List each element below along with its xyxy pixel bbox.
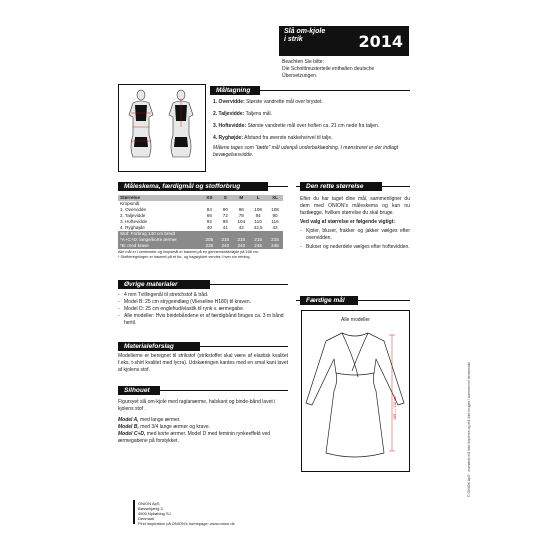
maaleskema-header: Måleskema, færdigmål og stofforbrug [118, 182, 268, 191]
size-cell: 78 [238, 213, 244, 218]
size-cell: 1. Overvidde [120, 207, 147, 212]
maaltagning-item-text: Taljens mål. [245, 111, 273, 117]
maaltagning-item-num: 1. Overvidde: [213, 99, 245, 105]
size-cell: 210 [217, 237, 233, 243]
maaltagning-item [213, 111, 413, 118]
footer [138, 501, 235, 526]
size-cell: 90 [272, 213, 278, 218]
faerdige-header: Færdige mål [300, 296, 358, 305]
german-note-line: Die Schnittmusterteile enthalten deutsche [282, 66, 375, 72]
silhouet-intro: Figursyet slå om-kjole med raglanærme, halskant og binde-bånd lavet i kjolens stof . [118, 399, 276, 412]
size-cell: 240 [233, 243, 249, 249]
maaltagning-header-wrap [210, 86, 260, 95]
silhouet-text [118, 399, 288, 445]
faerdige-rule [358, 300, 410, 301]
size-table [118, 195, 283, 249]
footer-line: 4500 Nykøbing SJ. [138, 511, 172, 516]
maaltagning-note: Målene tages som "tætte" mål udenpå underbeklædning. I mønstreret er der indlagt bevægelsesvidde. [213, 145, 399, 158]
footer-line[interactable]: Find inspiration på ONION's homepage: www.onion.dk [138, 521, 235, 526]
size-table-row [118, 243, 283, 249]
size-cell: 205 [201, 237, 217, 243]
size-cell: 104 [237, 219, 246, 224]
silhouet-model-label: Model B, [118, 424, 139, 430]
size-col-header: XS [201, 195, 217, 201]
rette-rule [382, 186, 410, 187]
footer-line: Bøssekjærg 3 [138, 506, 163, 511]
silhouet-model [118, 417, 288, 424]
side-copyright-text: © ONION ApS · mønstret må ikke kopieres og må ikke bruges i kommerciel henseende [467, 361, 471, 497]
title-box [279, 26, 409, 56]
size-cell: 245 [267, 243, 283, 249]
rette-item: - Bukser og nederdele vælges efter hoftevidden. [300, 244, 410, 251]
size-cell: *A+C+D: lange/korte ærmer [118, 237, 201, 243]
size-cell: 3. Hoftevidde [120, 219, 148, 224]
ovrige-rule [210, 284, 288, 285]
ovrige-item: - Model D: 25 cm englehud/elastik til rynk v. ærmegabe. [118, 306, 288, 313]
ovrige-header: Øvrige materialer [118, 280, 210, 289]
size-col-header: S [217, 195, 233, 201]
size-cell: 72 [222, 213, 228, 218]
size-cell: 42,5 [253, 225, 263, 230]
size-col-header: L [249, 195, 267, 201]
german-note-line: Übersetzungen. [282, 73, 318, 79]
maaltagning-item [213, 99, 413, 106]
size-cell: 116 [271, 219, 279, 224]
german-note-line: Beachten Sie bitte: [282, 59, 324, 65]
rette-bold: Ved valg af størrelse er følgende vigtigt: [300, 219, 396, 225]
materiale-rule [200, 346, 288, 347]
size-cell: 2. Taljevidde [120, 213, 146, 218]
materiale-header: Materialeforslag [118, 342, 200, 351]
silhouet-model-text: med korte ærmer. Model D med feminin rynkeeffekt ved ærmegabene på forstykket. [118, 431, 271, 444]
size-cell: 92 [206, 219, 212, 224]
silhouet-rule [160, 390, 288, 391]
size-cell: 215 [267, 237, 283, 243]
measurement-figure [118, 84, 206, 172]
silhouet-model-text: med lange ærmer. [138, 417, 181, 423]
silhouet-header-wrap [118, 386, 160, 395]
size-col-header: M [233, 195, 249, 201]
rette-header-wrap [300, 182, 382, 191]
finished-label: Alle modeller [341, 317, 370, 323]
size-cell: Kropsmål [120, 201, 140, 206]
maaltagning-header: Måltagning [210, 86, 260, 95]
footer-line: ONION ApS [138, 501, 160, 506]
maaltagning-item-num: 3. Hoftevidde: [213, 123, 247, 129]
title-line1: Slå om-kjole [284, 28, 326, 35]
side-copyright [462, 350, 470, 500]
materiale-header-wrap [118, 342, 200, 351]
size-cell: 108 [271, 207, 279, 212]
ovrige-header-wrap [118, 280, 210, 289]
size-table-wrap [118, 195, 293, 260]
size-cell: Stof: Forbrug 140 cm bredt [118, 231, 201, 237]
maaltagning-item-num: 2. Taljevidde: [213, 111, 245, 117]
maaltagning-rule [260, 90, 410, 91]
footer-line: Denmark [138, 516, 155, 521]
size-cell: 40 [206, 225, 212, 230]
maaltagning-item-text: Afstand fra øverste nakkehvirvel til talje. [244, 135, 333, 141]
size-cell: 110 [254, 219, 262, 224]
size-cell: 90 [222, 207, 228, 212]
maaltagning-item-text: Største vandrette mål over hoften ca. 21 cm nede fra taljen. [247, 123, 380, 129]
ovrige-item: - Model B: 25 cm strygeindlæg (Vlieseline H180) til kraven. [118, 299, 288, 306]
size-cell: 66 [206, 213, 212, 218]
rette-header: Den rette størrelse [300, 182, 382, 191]
maaltagning-item-num: 4. Ryghøjde: [213, 135, 244, 141]
german-note [282, 59, 412, 80]
maaltagning-item [213, 123, 413, 130]
size-cell: 240 [217, 243, 233, 249]
footer-bar [133, 500, 135, 524]
size-col-header: Størrelse [118, 195, 201, 201]
size-cell: 245 [249, 243, 267, 249]
table-footnote: * Stofberegningen er baseret på et for- og bagstykket vendes i hver sin retning. [118, 255, 251, 259]
ovrige-item: - Alle modeller: Hvis bindebåndene er af færdigbånd bruges ca. 3 m bånd hertil. [118, 313, 288, 327]
maaltagning-list [213, 99, 413, 159]
finished-measure-figure [301, 310, 410, 472]
silhouet-header: Silhouet [118, 386, 160, 395]
body-figure-icon [119, 85, 205, 171]
title-line2: i strik [284, 36, 303, 43]
table-footnote: Alle mål er i centimeter og kropsmål er baseret på en gennemsnitshøjde på 168 cm. [118, 250, 259, 254]
ovrige-item: - 4 mm Tvillingenål til stretchstof & tråd. [118, 292, 288, 299]
maaltagning-item-text: Største vandrette mål over brystet. [246, 99, 323, 105]
materiale-text: Modellerne er beregnet til strikstof (strikstoffet skal være af elastisk kvalitet f.eks. t-shirt kvalitet med lycra). Udskæringen kantes med en smal kant lavet af kjolens stof. [118, 353, 288, 373]
size-cell: 98 [222, 219, 228, 224]
size-cell: 42 [238, 225, 244, 230]
size-cell: 4. Ryghøjde [120, 225, 145, 230]
silhouet-model [118, 431, 288, 445]
maaleskema-rule [268, 186, 288, 187]
maaleskema-header-wrap [118, 182, 268, 191]
size-cell: *B: med krave [118, 243, 201, 249]
silhouet-model [118, 424, 288, 431]
size-cell: 215 [249, 237, 267, 243]
size-cell: 210 [233, 237, 249, 243]
faerdige-header-wrap [300, 296, 358, 305]
rette-paragraph: Efter du har taget dine mål, sammenligner du dem med ONION's måleskema og kan nu fastlægge, hvilken størrelse du skal bruge. [300, 196, 410, 216]
rette-text [300, 196, 410, 251]
silhouet-model-label: Model A, [118, 417, 139, 423]
finished-measure: 109 — 112 cm [393, 395, 397, 420]
size-cell: 108 [254, 207, 262, 212]
silhouet-model-text: med 3/4 lange ærmer og krave. [138, 424, 210, 430]
size-cell: 43 [272, 225, 278, 230]
size-cell: 96 [238, 207, 244, 212]
size-cell: 235 [201, 243, 217, 249]
size-cell: 41 [222, 225, 228, 230]
title-year: 2014 [358, 32, 403, 51]
size-cell: 84 [206, 207, 212, 212]
maaltagning-item [213, 135, 413, 142]
size-col-header: XL [267, 195, 283, 201]
rette-item: - Kjoler, bluser, frakker og jakker vælges efter overvidden. [300, 228, 410, 242]
silhouet-model-label: Model C+D, [118, 431, 146, 437]
ovrige-list [118, 292, 288, 327]
size-cell: 84 [255, 213, 261, 218]
